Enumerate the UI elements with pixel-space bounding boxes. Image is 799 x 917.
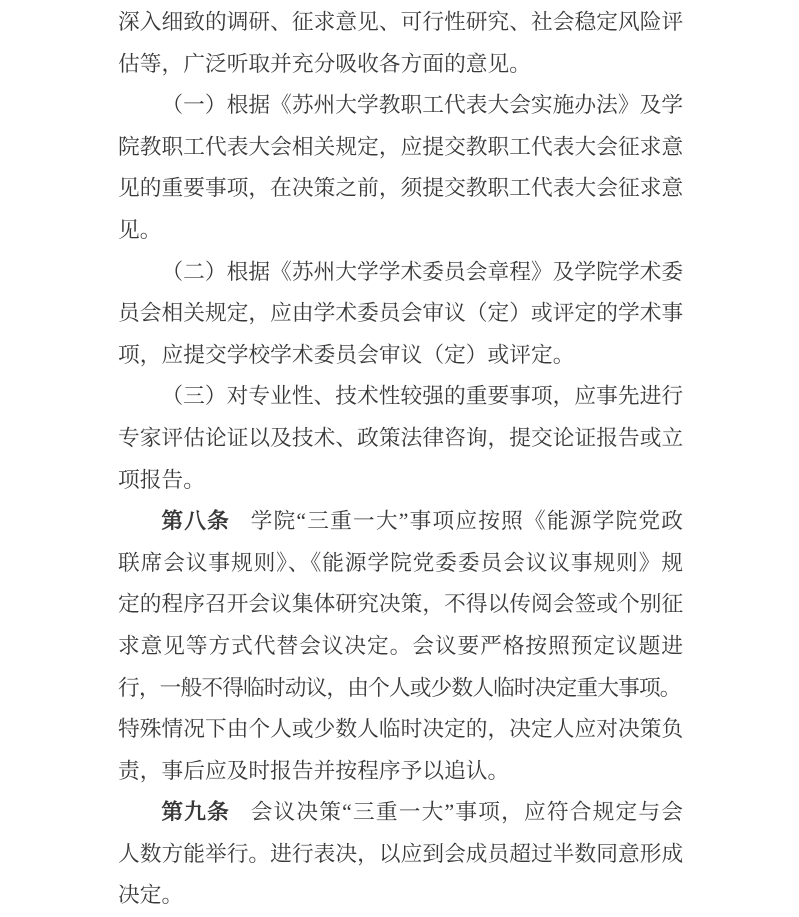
text-line: 项，应提交学校学术委员会审议（定）或评定。	[118, 342, 575, 367]
text-line: 求意见等方式代替会议决定。会议要严格按照预定议题进	[118, 633, 683, 658]
text-line: 行，一般不得临时动议，由个人或少数人临时决定重大事项。	[118, 675, 681, 700]
article-number-bold: 第八条	[161, 509, 231, 534]
text-line: 责，事后应及时报告并按程序予以追认。	[118, 758, 510, 783]
text-line: （一）根据《苏州大学教职工代表大会实施办法》及学	[161, 93, 684, 118]
text-line: 决定。	[118, 883, 184, 908]
text-line: （三）对专业性、技术性较强的重要事项，应事先进行	[161, 384, 684, 409]
text-line: 院教职工代表大会相关规定，应提交教职工代表大会征求意	[118, 134, 684, 159]
text-line: 定的程序召开会议集体研究决策，不得以传阅会签或个别征	[118, 592, 684, 617]
text-line: （二）根据《苏州大学学术委员会章程》及学院学术委	[161, 259, 684, 284]
text-line: 特殊情况下由个人或少数人临时决定的，决定人应对决策负	[118, 717, 684, 742]
text-line: 联席会议事规则》、《能源学院党委委员会议议事规则》规	[118, 550, 683, 575]
text-line-content: 会议决策“三重一大”事项，应符合规定与会	[250, 800, 683, 825]
article-number-bold: 第九条	[161, 800, 231, 825]
text-line: 人数方能举行。进行表决，以应到会成员超过半数同意形成	[118, 841, 684, 866]
text-line: 估等，广泛听取并充分吸收各方面的意见。	[118, 51, 532, 76]
text-line: 项报告。	[118, 467, 205, 492]
text-line-content: 学院“三重一大”事项应按照《能源学院党政	[250, 509, 683, 534]
text-line: 深入细致的调研、征求意见、可行性研究、社会稳定风险评	[118, 10, 684, 34]
text-line: 见的重要事项，在决策之前，须提交教职工代表大会征求意	[118, 176, 684, 201]
text-line: 员会相关规定，应由学术委员会审议（定）或评定的学术事	[118, 301, 684, 326]
text-line: 专家评估论证以及技术、政策法律咨询，提交论证报告或立	[118, 425, 684, 450]
text-line	[118, 792, 683, 834]
text-line: 见。	[118, 217, 162, 242]
document-text-block	[118, 2, 683, 917]
text-line	[118, 501, 683, 543]
